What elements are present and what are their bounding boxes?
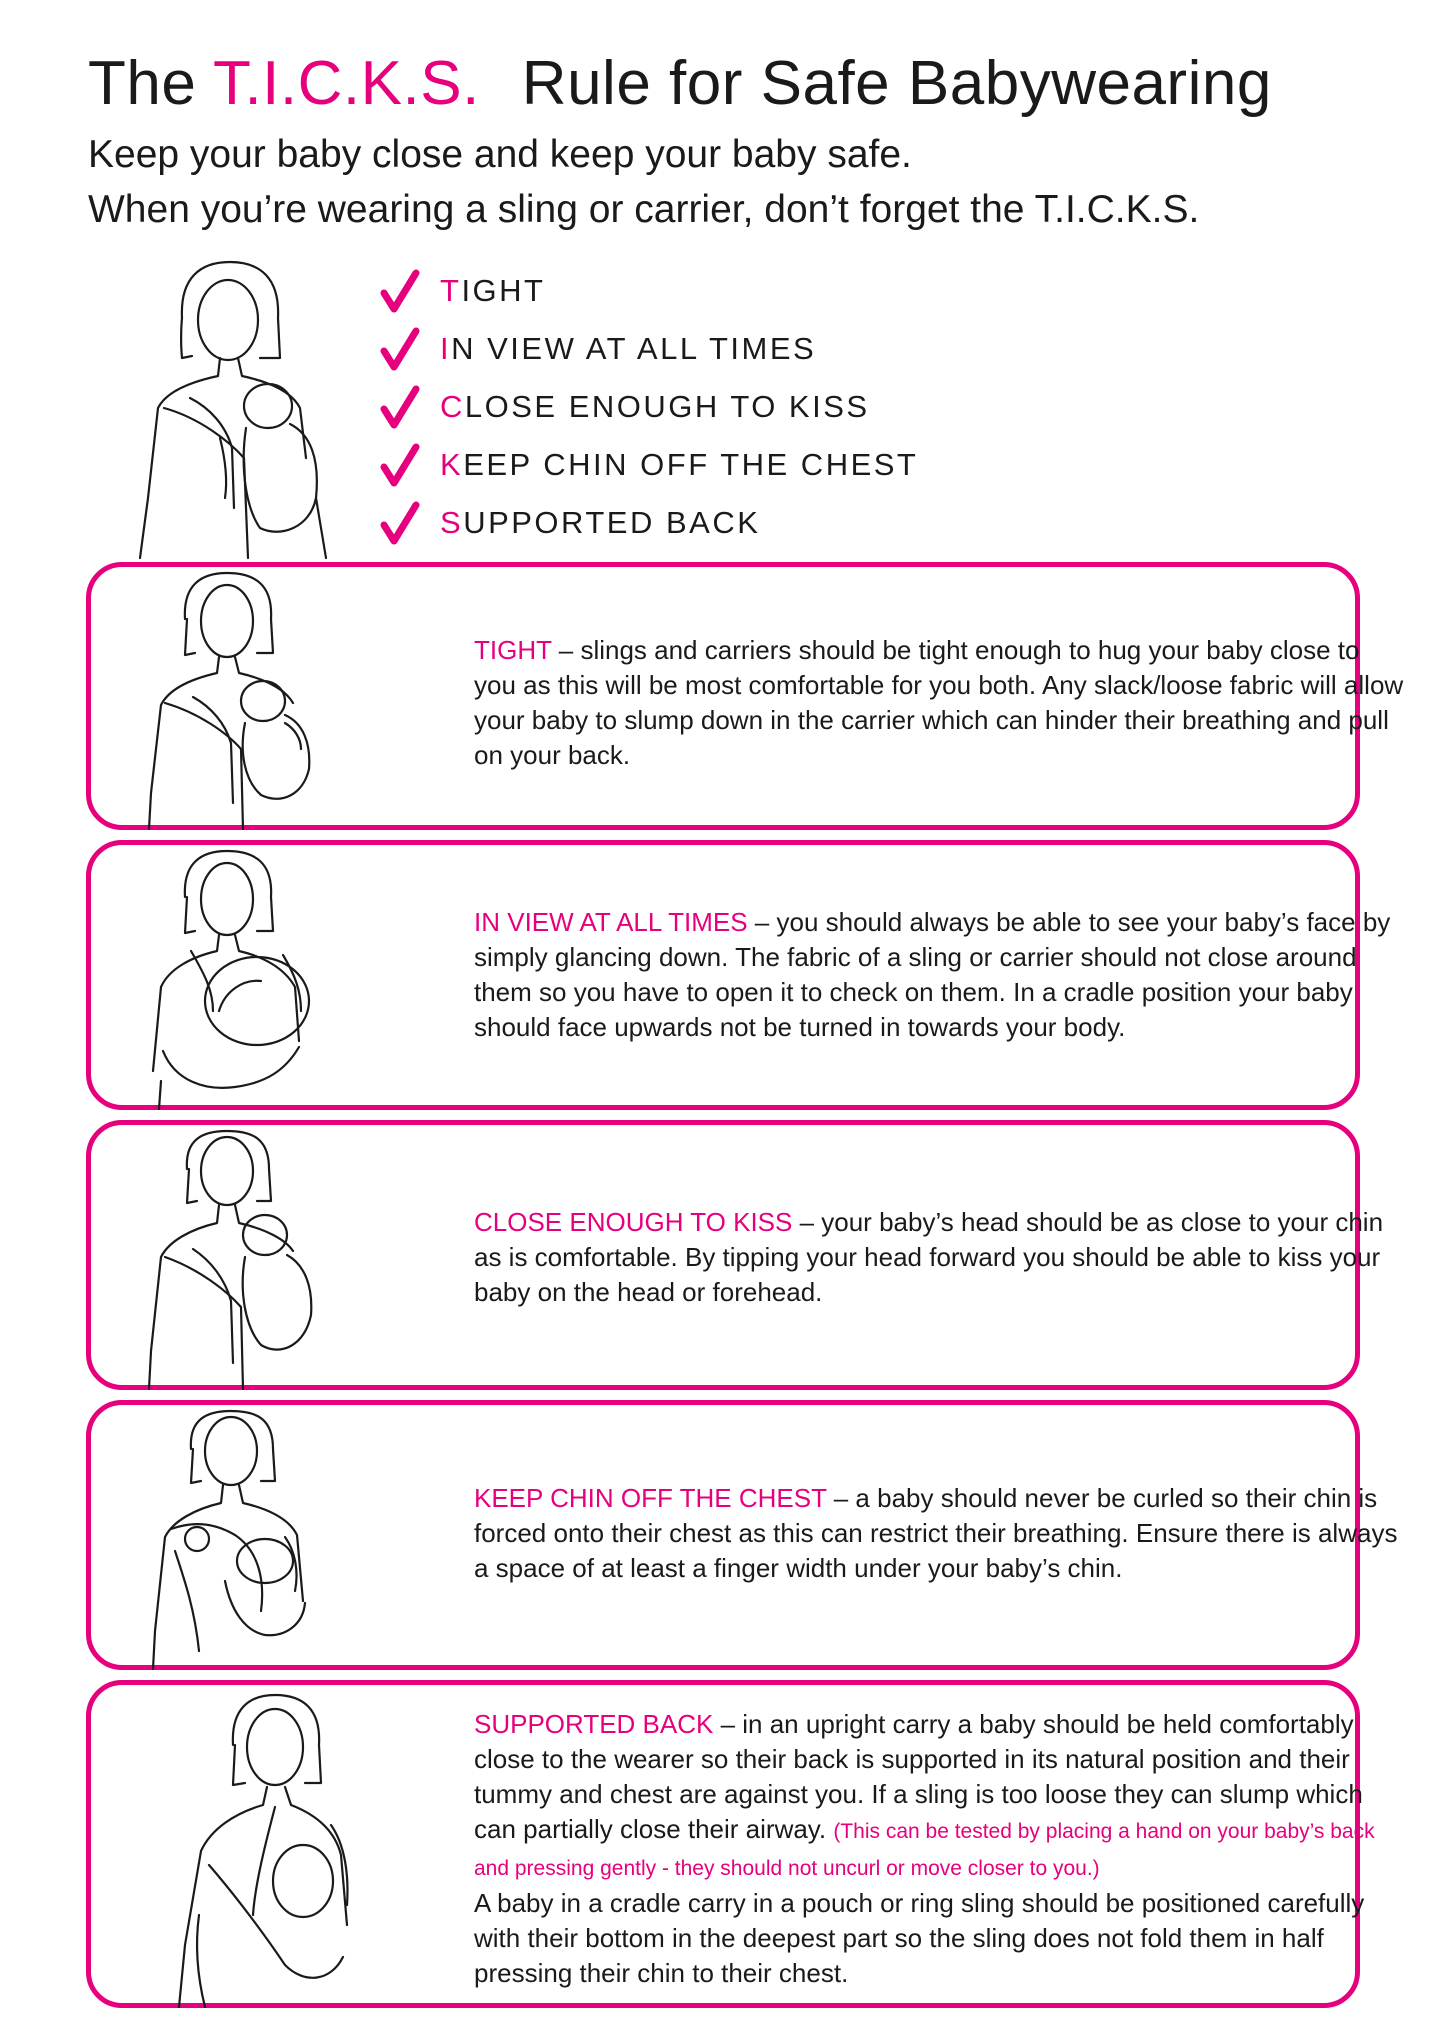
card-label: TIGHT [474,635,552,665]
check-icon [380,501,420,545]
check-item-keep-chin: K EEP CHIN OFF THE CHEST [380,436,918,494]
ticks-checklist [380,262,918,552]
subtitle-line-2: When you’re wearing a sling or carrier, don’t forget the T.I.C.K.S. [88,188,1200,231]
card-note: (This can be tested by placing a hand on your baby’s back and pressing gently - they should not uncurl or move closer to you.) [474,1820,1375,1880]
check-icon [380,269,420,313]
card-supported-back [86,1680,1375,2008]
card-label: CLOSE ENOUGH TO KISS [474,1207,793,1237]
card-in-view [86,840,1391,1110]
card-supported-back-text: SUPPORTED BACK – in an upright carry a baby should be held comfortably close to the wearer so their back is supported in its natural position and their tummy and chest are against you. If a sling is too loose they can slump which can partially close their airway. (This can be tested by placing a hand on your baby’s back and pressing gently - they should not uncurl or move closer to you.) A baby in a cradle carry in a pouch or ring sling should be positioned carefully with their bottom in the deepest part so the sling does not fold them in half pressing their chin to their chest. [474,1709,1375,1988]
title-pre: The [88,49,213,118]
subtitle-line-1: Keep your baby close and keep your baby safe. [88,133,912,176]
page-title [88,44,1272,124]
check-icon [380,385,420,429]
card-label: KEEP CHIN OFF THE CHEST [474,1483,827,1513]
babywearing-figure-illustration [135,1411,345,1669]
babywearing-figure-illustration [135,851,345,1109]
card-keep-chin [86,1400,1398,1670]
babywearing-figure-illustration [135,1695,375,2007]
card-label: IN VIEW AT ALL TIMES [474,907,748,937]
card-close-enough-text: CLOSE ENOUGH TO KISS – your baby’s head should be as close to your chin as is comfortable. By tipping your head forward you should be able to kiss your baby on the head or forehead. [474,1207,1384,1307]
title-post: Rule for Safe Babywearing [521,49,1272,118]
title-highlight: T.I.C.K.S. [212,49,480,118]
check-item-tight: T IGHT [380,262,918,320]
card-keep-chin-text: KEEP CHIN OFF THE CHEST – a baby should never be curled so their chin is forced onto their chest as this can restrict their breathing. Ensure there is always a space of at least a finger width under your baby’s chin. [474,1483,1398,1583]
check-item-supported-back: S UPPORTED BACK [380,494,918,552]
check-item-in-view: I N VIEW AT ALL TIMES [380,320,918,378]
card-tight [86,562,1404,830]
card-label: SUPPORTED BACK [474,1709,714,1739]
check-icon [380,443,420,487]
check-item-close-enough: C LOSE ENOUGH TO KISS [380,378,918,436]
card-in-view-text: IN VIEW AT ALL TIMES – you should always be able to see your baby’s face by simply glancing down. The fabric of a sling or carrier should not close around them so you have to open it to check on them. In a cradle position your baby should face upwards not be turned in towards your body. [474,907,1391,1042]
card-close-enough [86,1120,1384,1390]
babywearing-figure-illustration [135,573,345,829]
babywearing-figure-illustration [130,258,350,558]
babywearing-figure-illustration [135,1131,345,1389]
check-icon [380,327,420,371]
card-tight-text: TIGHT – slings and carriers should be tight enough to hug your baby close to you as this will be most comfortable for you both. Any slack/loose fabric will allow your baby to slump down in the carrier which can hinder their breathing and pull on your back. [474,635,1404,770]
